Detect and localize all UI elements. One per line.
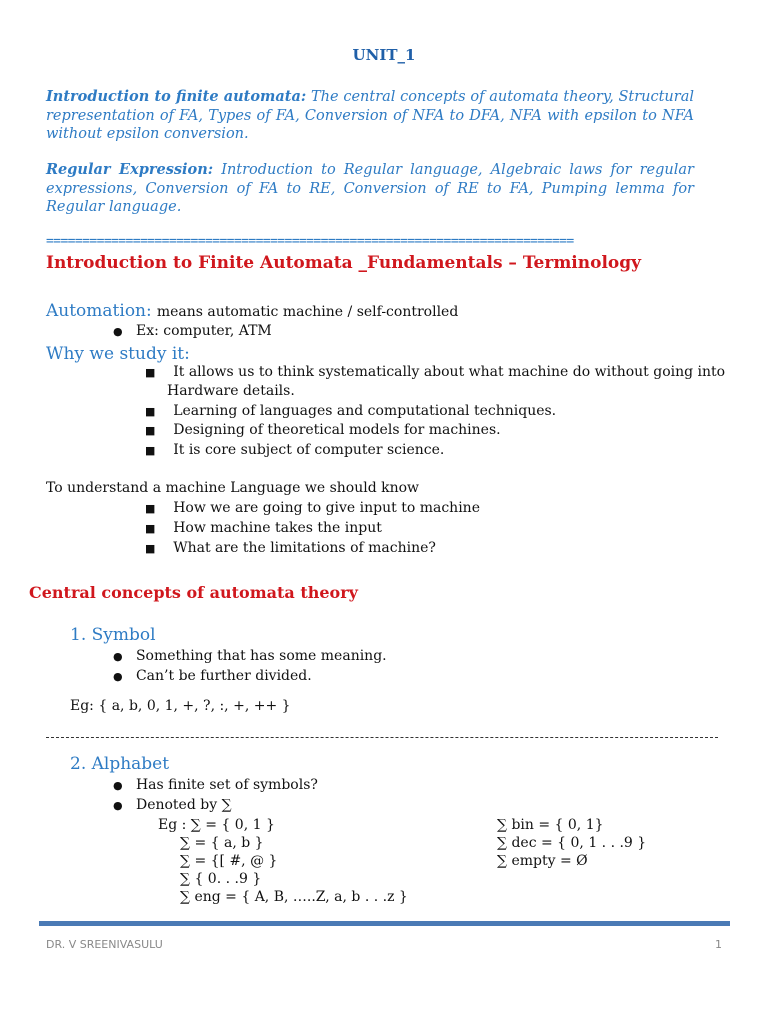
footer-rule <box>39 921 730 926</box>
syllabus-regex <box>46 161 694 217</box>
list-item-text: It is core subject of computer science. <box>173 442 445 458</box>
square-bullet-icon: ■ <box>145 502 156 515</box>
syllabus-label: Regular Expression: <box>46 161 214 178</box>
dashed-divider <box>46 737 718 738</box>
machine-language-intro: To understand a machine Language we should know <box>46 480 420 496</box>
list-item <box>145 442 444 458</box>
syllabus-text: Introduction to Regular language, Algebraic laws for regular expressions, Conversion of FA to RE, Conversion of RE to FA, Pumping lemma for Regular language. <box>46 162 694 215</box>
alphabet-example: ∑ eng = { A, B, …..Z, a, b . . .z } <box>180 889 408 905</box>
square-bullet-icon: ■ <box>145 424 156 437</box>
list-item-text: What are the limitations of machine? <box>173 540 436 556</box>
alphabet-heading: 2. Alphabet <box>70 754 170 774</box>
list-item-text: Denoted by ∑ <box>135 797 232 813</box>
list-item <box>145 540 436 556</box>
list-item <box>145 500 480 516</box>
syllabus-label: Introduction to finite automata: <box>46 88 307 105</box>
alphabet-example: ∑ dec = { 0, 1 . . .9 } <box>497 835 647 851</box>
unit-title: UNIT_1 <box>352 46 416 64</box>
automation-definition: means automatic machine / self-controlled <box>156 304 459 320</box>
central-concepts-heading: Central concepts of automata theory <box>29 583 358 602</box>
square-bullet-icon: ■ <box>145 444 156 457</box>
alphabet-example: ∑ { 0. . .9 } <box>180 871 262 887</box>
automation-example <box>113 323 272 339</box>
list-item <box>113 797 232 813</box>
list-item <box>113 648 387 664</box>
list-item <box>145 364 725 380</box>
alphabet-example: ∑ empty = Ø <box>497 853 588 869</box>
bullet-dot-icon: ● <box>113 650 123 663</box>
alphabet-example: ∑ = { a, b } <box>180 835 264 851</box>
list-item <box>113 777 318 793</box>
bullet-dot-icon: ● <box>113 325 123 338</box>
list-item <box>145 520 382 536</box>
list-item <box>145 403 556 419</box>
syllabus-intro-fa <box>46 88 694 144</box>
list-item-text: Can’t be further divided. <box>135 668 312 684</box>
alphabet-example: ∑ = {[ #, @ } <box>180 853 278 869</box>
list-item <box>145 422 501 438</box>
symbol-heading: 1. Symbol <box>70 625 156 645</box>
alphabet-example: Eg : ∑ = { 0, 1 } <box>158 817 275 833</box>
why-heading: Why we study it: <box>46 344 190 364</box>
list-item-text: It allows us to think systematically about what machine do without going into <box>173 364 726 380</box>
square-bullet-icon: ■ <box>145 405 156 418</box>
section-main-title: Introduction to Finite Automata _Fundamentals – Terminology <box>46 253 642 273</box>
list-item-text: Designing of theoretical models for machines. <box>173 422 501 438</box>
list-item-text: How we are going to give input to machine <box>173 500 480 516</box>
separator-line: ========================================================================= <box>46 234 574 249</box>
list-item <box>113 668 312 684</box>
page-number: 1 <box>715 938 722 951</box>
list-item-text: Something that has some meaning. <box>135 648 387 664</box>
alphabet-example: ∑ bin = { 0, 1} <box>497 817 604 833</box>
bullet-dot-icon: ● <box>113 670 123 683</box>
bullet-dot-icon: ● <box>113 799 123 812</box>
footer-author: DR. V SREENIVASULU <box>46 938 163 951</box>
symbol-example: Eg: { a, b, 0, 1, +, ?, :, +, ++ } <box>70 698 291 714</box>
list-item-text: Has finite set of symbols? <box>135 777 318 793</box>
syllabus-text: The central concepts of automata theory, Structural representation of FA, Types of FA, Conversion of NFA to DFA, NFA with epsilon to NFA without epsilon conversion. <box>46 89 694 142</box>
square-bullet-icon: ■ <box>145 542 156 555</box>
automation-example-text: Ex: computer, ATM <box>135 323 272 339</box>
automation-heading: Automation: <box>46 301 152 321</box>
list-item-text: How machine takes the input <box>173 520 382 536</box>
automation-line <box>46 301 458 321</box>
list-item-continuation: Hardware details. <box>167 383 295 399</box>
list-item-text: Learning of languages and computational techniques. <box>173 403 557 419</box>
bullet-dot-icon: ● <box>113 779 123 792</box>
square-bullet-icon: ■ <box>145 522 156 535</box>
square-bullet-icon: ■ <box>145 366 156 379</box>
